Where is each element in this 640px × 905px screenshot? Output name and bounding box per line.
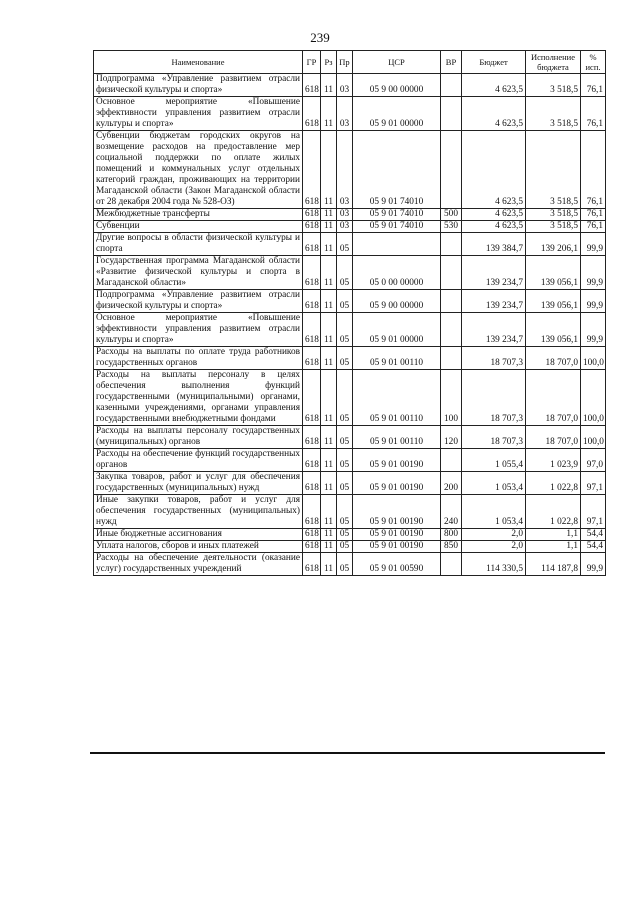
cell-percent: 54,4 — [581, 541, 606, 553]
cell-vr: 850 — [441, 541, 462, 553]
table-row — [94, 233, 606, 256]
cell-gr: 618 — [303, 97, 321, 131]
cell-budget: 114 330,5 — [462, 553, 526, 576]
cell-execution: 1 023,9 — [526, 449, 581, 472]
cell-execution: 3 518,5 — [526, 209, 581, 221]
cell-percent: 100,0 — [581, 370, 606, 426]
cell-rz: 11 — [321, 74, 337, 97]
cell-gr: 618 — [303, 426, 321, 449]
cell-percent: 76,1 — [581, 131, 606, 209]
cell-gr: 618 — [303, 221, 321, 233]
cell-execution: 1 022,8 — [526, 495, 581, 529]
header-pr: Пр — [337, 51, 353, 74]
cell-execution: 18 707,0 — [526, 347, 581, 370]
cell-csr: 05 9 01 00190 — [353, 529, 441, 541]
cell-percent: 97,1 — [581, 472, 606, 495]
cell-gr: 618 — [303, 313, 321, 347]
cell-vr — [441, 131, 462, 209]
cell-gr: 618 — [303, 553, 321, 576]
cell-rz: 11 — [321, 97, 337, 131]
table-body — [94, 74, 606, 576]
cell-name: Другие вопросы в области физической культуры и спорта — [94, 233, 303, 256]
cell-percent: 76,1 — [581, 209, 606, 221]
header-execution: Исполнение бюджета — [526, 51, 581, 74]
cell-pr: 03 — [337, 209, 353, 221]
cell-name: Подпрограмма «Управление развитием отрасли физической культуры и спорта» — [94, 74, 303, 97]
cell-rz: 11 — [321, 290, 337, 313]
header-budget: Бюджет — [462, 51, 526, 74]
table-row — [94, 495, 606, 529]
header-csr: ЦСР — [353, 51, 441, 74]
cell-budget: 4 623,5 — [462, 74, 526, 97]
table-row — [94, 347, 606, 370]
cell-rz: 11 — [321, 472, 337, 495]
table-row — [94, 209, 606, 221]
cell-rz: 11 — [321, 426, 337, 449]
budget-table — [93, 50, 606, 576]
table-row — [94, 313, 606, 347]
cell-csr: 05 9 00 00000 — [353, 74, 441, 97]
cell-budget: 1 055,4 — [462, 449, 526, 472]
cell-rz: 11 — [321, 347, 337, 370]
cell-gr: 618 — [303, 541, 321, 553]
table-row — [94, 529, 606, 541]
cell-csr: 05 9 01 00110 — [353, 347, 441, 370]
cell-execution: 1,1 — [526, 541, 581, 553]
cell-budget: 2,0 — [462, 529, 526, 541]
cell-budget: 18 707,3 — [462, 426, 526, 449]
table-header-row — [94, 51, 606, 74]
cell-rz: 11 — [321, 221, 337, 233]
table-row — [94, 426, 606, 449]
cell-vr: 120 — [441, 426, 462, 449]
cell-execution: 3 518,5 — [526, 97, 581, 131]
cell-percent: 99,9 — [581, 256, 606, 290]
cell-pr: 03 — [337, 74, 353, 97]
cell-percent: 99,9 — [581, 290, 606, 313]
cell-name: Расходы на выплаты персоналу государственных (муниципальных) органов — [94, 426, 303, 449]
cell-gr: 618 — [303, 370, 321, 426]
cell-name: Расходы на обеспечение функций государственных органов — [94, 449, 303, 472]
header-gr: ГР — [303, 51, 321, 74]
cell-vr: 500 — [441, 209, 462, 221]
cell-csr — [353, 233, 441, 256]
cell-pr: 05 — [337, 553, 353, 576]
cell-budget: 18 707,3 — [462, 370, 526, 426]
cell-rz: 11 — [321, 370, 337, 426]
header-name: Наименование — [94, 51, 303, 74]
cell-execution: 1 022,8 — [526, 472, 581, 495]
cell-budget: 4 623,5 — [462, 221, 526, 233]
cell-name: Расходы на выплаты по оплате труда работников государственных органов — [94, 347, 303, 370]
cell-name: Расходы на обеспечение деятельности (оказание услуг) государственных учреждений — [94, 553, 303, 576]
cell-budget: 4 623,5 — [462, 209, 526, 221]
cell-gr: 618 — [303, 233, 321, 256]
cell-gr: 618 — [303, 449, 321, 472]
cell-csr: 05 9 01 00190 — [353, 449, 441, 472]
cell-execution: 18 707,0 — [526, 370, 581, 426]
cell-name: Иные бюджетные ассигнования — [94, 529, 303, 541]
cell-csr: 05 9 01 74010 — [353, 131, 441, 209]
cell-vr: 530 — [441, 221, 462, 233]
cell-gr: 618 — [303, 347, 321, 370]
cell-csr: 05 9 01 00110 — [353, 370, 441, 426]
cell-percent: 54,4 — [581, 529, 606, 541]
cell-csr: 05 0 00 00000 — [353, 256, 441, 290]
cell-execution: 139 056,1 — [526, 256, 581, 290]
cell-percent: 97,1 — [581, 495, 606, 529]
cell-name: Уплата налогов, сборов и иных платежей — [94, 541, 303, 553]
cell-rz: 11 — [321, 449, 337, 472]
cell-csr: 05 9 01 00110 — [353, 426, 441, 449]
cell-name: Иные закупки товаров, работ и услуг для обеспечения государственных (муниципальных) нужд — [94, 495, 303, 529]
cell-gr: 618 — [303, 529, 321, 541]
cell-rz: 11 — [321, 313, 337, 347]
cell-vr — [441, 256, 462, 290]
cell-percent: 99,9 — [581, 553, 606, 576]
cell-csr: 05 9 01 74010 — [353, 221, 441, 233]
cell-budget: 4 623,5 — [462, 97, 526, 131]
cell-pr: 05 — [337, 495, 353, 529]
cell-gr: 618 — [303, 74, 321, 97]
cell-rz: 11 — [321, 256, 337, 290]
cell-execution: 139 056,1 — [526, 313, 581, 347]
cell-csr: 05 9 01 00590 — [353, 553, 441, 576]
cell-gr: 618 — [303, 290, 321, 313]
table-row — [94, 74, 606, 97]
bottom-rule — [90, 752, 605, 754]
table-row — [94, 370, 606, 426]
cell-budget: 139 234,7 — [462, 290, 526, 313]
cell-budget: 1 053,4 — [462, 472, 526, 495]
cell-budget: 139 234,7 — [462, 313, 526, 347]
cell-budget: 4 623,5 — [462, 131, 526, 209]
cell-percent: 100,0 — [581, 426, 606, 449]
cell-vr — [441, 233, 462, 256]
cell-vr: 800 — [441, 529, 462, 541]
table-row — [94, 553, 606, 576]
header-vr: ВР — [441, 51, 462, 74]
cell-pr: 03 — [337, 131, 353, 209]
cell-pr: 03 — [337, 97, 353, 131]
cell-csr: 05 9 01 00190 — [353, 472, 441, 495]
cell-name: Расходы на выплаты персоналу в целях обеспечения выполнения функций государственными (муниципальными) органами, казенными учреждениями, органами управления государственными внебюджетными фондами — [94, 370, 303, 426]
cell-execution: 3 518,5 — [526, 74, 581, 97]
cell-rz: 11 — [321, 529, 337, 541]
cell-csr: 05 9 01 74010 — [353, 209, 441, 221]
cell-vr — [441, 97, 462, 131]
cell-rz: 11 — [321, 541, 337, 553]
cell-budget: 2,0 — [462, 541, 526, 553]
cell-budget: 1 053,4 — [462, 495, 526, 529]
cell-name: Закупка товаров, работ и услуг для обеспечения государственных (муниципальных) нужд — [94, 472, 303, 495]
cell-budget: 18 707,3 — [462, 347, 526, 370]
page-number: 239 — [310, 30, 330, 45]
cell-pr: 05 — [337, 233, 353, 256]
table-row — [94, 221, 606, 233]
table-row — [94, 97, 606, 131]
cell-pr: 05 — [337, 449, 353, 472]
cell-vr — [441, 313, 462, 347]
cell-budget: 139 234,7 — [462, 256, 526, 290]
cell-pr: 05 — [337, 370, 353, 426]
cell-pr: 03 — [337, 221, 353, 233]
cell-pr: 05 — [337, 290, 353, 313]
cell-vr: 100 — [441, 370, 462, 426]
table-row — [94, 256, 606, 290]
cell-gr: 618 — [303, 256, 321, 290]
cell-pr: 05 — [337, 541, 353, 553]
cell-name: Подпрограмма «Управление развитием отрасли физической культуры и спорта» — [94, 290, 303, 313]
table-row — [94, 131, 606, 209]
cell-execution: 3 518,5 — [526, 221, 581, 233]
cell-percent: 76,1 — [581, 74, 606, 97]
cell-execution: 139 206,1 — [526, 233, 581, 256]
cell-rz: 11 — [321, 553, 337, 576]
table-row — [94, 472, 606, 495]
cell-name: Субвенции — [94, 221, 303, 233]
cell-percent: 97,0 — [581, 449, 606, 472]
cell-pr: 05 — [337, 529, 353, 541]
cell-name: Государственная программа Магаданской области «Развитие физической культуры и спорта в Магаданской области» — [94, 256, 303, 290]
cell-vr: 240 — [441, 495, 462, 529]
cell-name: Основное мероприятие «Повышение эффективности управления развитием отрасли культуры и спорта» — [94, 313, 303, 347]
cell-vr — [441, 74, 462, 97]
cell-name: Субвенции бюджетам городских округов на возмещение расходов на предоставление мер социальной поддержки по оплате жилых помещений и коммунальных услуг отдельных категорий граждан, проживающих на территории Магаданской области (Закон Магаданской области от 28 декабря 2004 года № 528-ОЗ) — [94, 131, 303, 209]
cell-vr — [441, 347, 462, 370]
cell-pr: 05 — [337, 313, 353, 347]
cell-csr: 05 9 01 00190 — [353, 541, 441, 553]
cell-vr — [441, 553, 462, 576]
cell-rz: 11 — [321, 233, 337, 256]
cell-vr — [441, 290, 462, 313]
cell-rz: 11 — [321, 495, 337, 529]
cell-gr: 618 — [303, 472, 321, 495]
cell-gr: 618 — [303, 495, 321, 529]
cell-rz: 11 — [321, 209, 337, 221]
cell-percent: 100,0 — [581, 347, 606, 370]
cell-pr: 05 — [337, 256, 353, 290]
cell-execution: 18 707,0 — [526, 426, 581, 449]
table-row — [94, 290, 606, 313]
cell-execution: 3 518,5 — [526, 131, 581, 209]
cell-rz: 11 — [321, 131, 337, 209]
cell-pr: 05 — [337, 347, 353, 370]
header-rz: Рз — [321, 51, 337, 74]
cell-pr: 05 — [337, 472, 353, 495]
table-row — [94, 449, 606, 472]
cell-percent: 99,9 — [581, 233, 606, 256]
cell-execution: 114 187,8 — [526, 553, 581, 576]
cell-vr — [441, 449, 462, 472]
cell-name: Основное мероприятие «Повышение эффективности управления развитием отрасли культуры и спорта» — [94, 97, 303, 131]
cell-budget: 139 384,7 — [462, 233, 526, 256]
cell-csr: 05 9 01 00000 — [353, 97, 441, 131]
cell-vr: 200 — [441, 472, 462, 495]
cell-csr: 05 9 00 00000 — [353, 290, 441, 313]
cell-csr: 05 9 01 00000 — [353, 313, 441, 347]
cell-gr: 618 — [303, 209, 321, 221]
cell-name: Межбюджетные трансферты — [94, 209, 303, 221]
cell-gr: 618 — [303, 131, 321, 209]
header-percent: % исп. — [581, 51, 606, 74]
cell-percent: 99,9 — [581, 313, 606, 347]
cell-csr: 05 9 01 00190 — [353, 495, 441, 529]
cell-execution: 139 056,1 — [526, 290, 581, 313]
cell-pr: 05 — [337, 426, 353, 449]
cell-percent: 76,1 — [581, 221, 606, 233]
cell-execution: 1,1 — [526, 529, 581, 541]
cell-percent: 76,1 — [581, 97, 606, 131]
table-row — [94, 541, 606, 553]
